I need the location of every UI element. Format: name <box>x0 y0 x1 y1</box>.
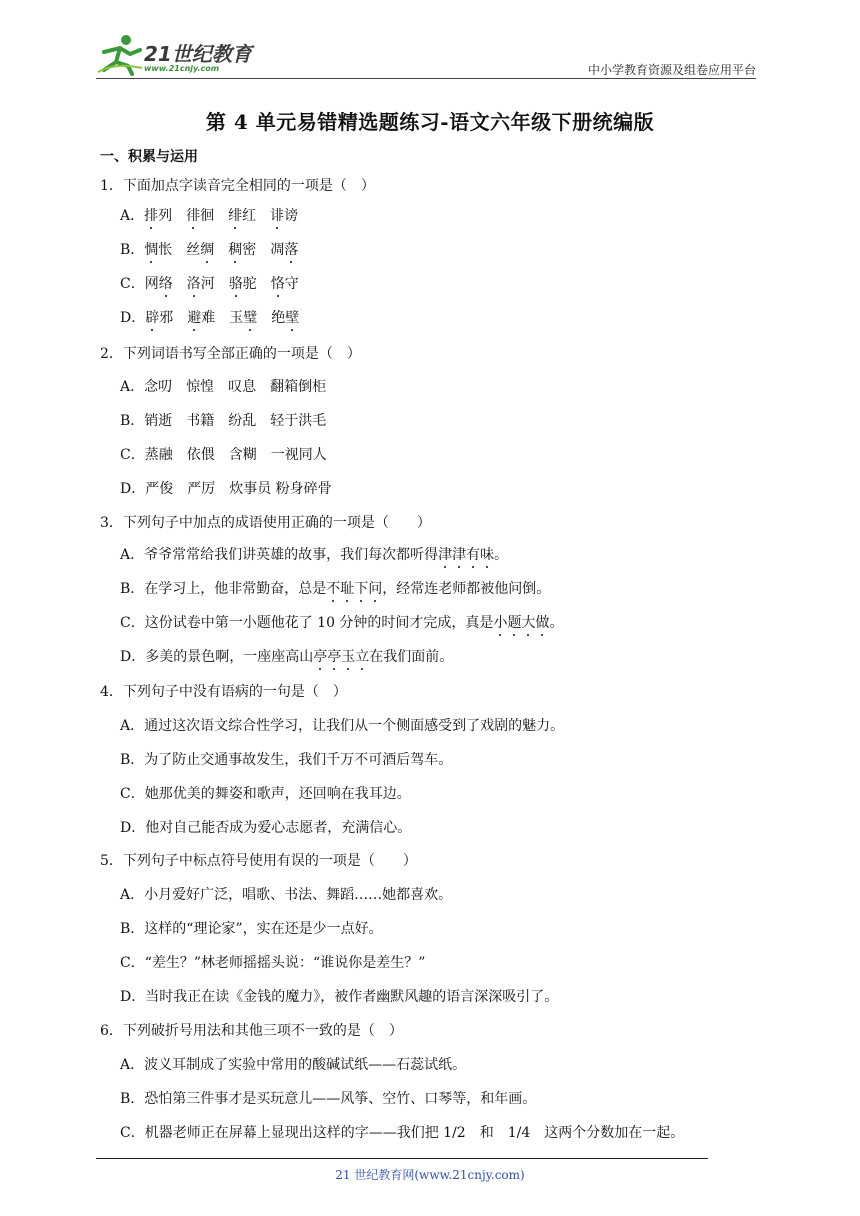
word <box>229 307 257 327</box>
word-char: 诽 <box>270 208 285 224</box>
option-letter: C． <box>120 447 145 463</box>
word <box>186 205 214 225</box>
word-char: 骆 <box>228 276 243 292</box>
dotted-char: 小 <box>493 615 508 631</box>
option-text: 通过这次语文综合性学习，让我们从一个侧面感受到了戏剧的魅力。 <box>144 718 565 734</box>
dotted-idiom <box>326 581 382 597</box>
option-letter: C． <box>120 955 145 971</box>
option-letter: B． <box>120 752 145 768</box>
dotted-char: 味 <box>480 547 495 563</box>
word <box>228 239 256 259</box>
dotted-char: 不 <box>326 581 341 597</box>
option-text: 这样的“理论家”，实在还是少一点好。 <box>144 921 383 937</box>
option-1d <box>120 307 313 327</box>
option-text: 蒸融 依偎 含糊 一视同人 <box>144 447 327 463</box>
option-words <box>144 208 312 224</box>
word-char: 网 <box>144 276 159 292</box>
word <box>270 239 298 259</box>
word-char: 玉 <box>229 310 244 326</box>
option-letter: D． <box>120 649 146 665</box>
word-char: 难 <box>201 310 216 326</box>
option-2c <box>120 444 327 464</box>
word-char: 河 <box>200 276 215 292</box>
option-text: 在学习上，他非常勤奋，总是 <box>144 581 327 597</box>
word <box>187 273 215 293</box>
option-text: 恐怕第三件事才是买玩意儿——风筝、空竹、口琴等，和年画。 <box>144 1091 537 1107</box>
word <box>145 273 173 293</box>
option-1c <box>120 273 313 293</box>
option-letter: B． <box>120 413 145 429</box>
option-1b <box>120 239 312 259</box>
word-char: 怅 <box>158 242 173 258</box>
option-3d <box>120 646 453 666</box>
header-divider <box>96 78 756 79</box>
option-text: 。 <box>549 615 564 631</box>
word-char: 惆 <box>144 242 159 258</box>
dotted-idiom <box>493 615 549 631</box>
question-stem: 6．下列破折号用法和其他三项不一致的是（ ） <box>100 1023 403 1039</box>
option-text: 机器老师正在屏幕上显现出这样的字——我们把 1/2 和 1/4 这两个分数加在一起。 <box>144 1125 685 1141</box>
question-stem: 5．下列句子中标点符号使用有误的一项是（ ） <box>100 853 417 869</box>
dotted-idiom <box>438 547 494 563</box>
option-words <box>145 310 313 326</box>
option-text: 严俊 严厉 炊事员 粉身碎骨 <box>145 481 332 497</box>
question-stem: 1．下面加点字读音完全相同的一项是（ ） <box>100 178 375 194</box>
option-4b <box>120 749 452 769</box>
dotted-char: 做 <box>535 615 550 631</box>
word-char: 洛 <box>186 276 201 292</box>
word-char: 谤 <box>284 208 299 224</box>
word-char: 稠 <box>228 242 243 258</box>
word <box>186 239 214 259</box>
option-4c <box>120 783 411 803</box>
word-char: 密 <box>242 242 257 258</box>
option-text: ，经常连老师都被他问倒。 <box>382 581 551 597</box>
option-3b <box>120 578 550 598</box>
option-text: 波义耳制成了实验中常用的酸碱试纸——石蕊试纸。 <box>144 1057 467 1073</box>
site-tagline: 中小学教育资源及组卷应用平台 <box>587 63 756 77</box>
option-2b <box>120 410 326 430</box>
word <box>144 205 172 225</box>
option-2d <box>120 478 332 498</box>
dotted-char: 有 <box>466 547 481 563</box>
word <box>187 307 215 327</box>
word <box>145 307 173 327</box>
option-letter: C． <box>120 786 145 802</box>
footer-divider <box>96 1158 708 1159</box>
word-char: 排 <box>144 208 159 224</box>
option-words <box>145 276 313 292</box>
word-char: 辟 <box>145 310 160 326</box>
word-char: 驼 <box>242 276 257 292</box>
logo-url: www.21cnjy.com <box>144 64 220 73</box>
option-letter: C． <box>120 615 145 631</box>
word <box>229 273 257 293</box>
option-text: 这份试卷中第一小题他花了 10 分钟的时间才完成，真是 <box>144 615 494 631</box>
option-text: 销逝 书籍 纷乱 轻于洪毛 <box>144 413 327 429</box>
option-5c <box>120 952 425 972</box>
option-3a <box>120 544 508 564</box>
option-5a <box>120 884 452 904</box>
word-char: 绸 <box>200 242 215 258</box>
dotted-char: 津 <box>438 547 453 563</box>
word-char: 邪 <box>159 310 174 326</box>
option-text: 爷爷常常给我们讲英雄的故事，我们每次都听得 <box>144 547 439 563</box>
option-letter: A． <box>120 208 145 224</box>
option-text: 。 <box>494 547 509 563</box>
dotted-char: 问 <box>368 581 383 597</box>
word <box>271 307 299 327</box>
option-6a <box>120 1054 466 1074</box>
option-4a <box>120 715 564 735</box>
option-6b <box>120 1088 536 1108</box>
page-title: 第 4 单元易错精选题练习-语文六年级下册统编版 <box>205 110 655 134</box>
dotted-char: 津 <box>452 547 467 563</box>
option-letter: A． <box>120 547 145 563</box>
word-char: 徘 <box>186 208 201 224</box>
option-text: “差生？”林老师摇摇头说：“谁说你是差生？” <box>144 955 426 971</box>
option-letter: D． <box>120 481 146 497</box>
option-text: 当时我正在读《金钱的魔力》，被作者幽默风趣的语言深深吸引了。 <box>145 989 559 1005</box>
site-logo <box>96 32 266 76</box>
option-5d <box>120 986 558 1006</box>
option-text: 多美的景色啊，一座座高山 <box>145 649 314 665</box>
option-6c <box>120 1122 684 1142</box>
word-char: 璧 <box>243 310 258 326</box>
dotted-char: 立 <box>355 649 370 665</box>
word <box>228 205 256 225</box>
option-letter: D． <box>120 310 146 326</box>
section-heading: 一、积累与运用 <box>100 149 198 165</box>
logo-text: 21世纪教育 <box>144 42 252 66</box>
option-text: 为了防止交通事故发生，我们千万不可酒后驾车。 <box>144 752 453 768</box>
word-char: 恪 <box>270 276 285 292</box>
option-letter: D． <box>120 989 146 1005</box>
option-3c <box>120 612 563 632</box>
dotted-char: 大 <box>521 615 536 631</box>
option-text: 小月爱好广泛，唱歌、书法、舞蹈……她都喜欢。 <box>144 887 453 903</box>
word-char: 壁 <box>285 310 300 326</box>
option-letter: A． <box>120 1057 145 1073</box>
option-letter: B． <box>120 242 145 258</box>
option-4d <box>120 817 411 837</box>
dotted-char: 题 <box>507 615 522 631</box>
option-letter: B． <box>120 1091 145 1107</box>
word <box>271 273 299 293</box>
word-char: 避 <box>187 310 202 326</box>
question-stem: 4．下列句子中没有语病的一句是（ ） <box>100 684 347 700</box>
option-letter: B． <box>120 921 145 937</box>
word-char: 凋 <box>270 242 285 258</box>
option-text: 她那优美的舞姿和歌声，还回响在我耳边。 <box>144 786 411 802</box>
option-5b <box>120 918 383 938</box>
word-char: 守 <box>284 276 299 292</box>
runner-logo-icon <box>96 32 146 76</box>
option-letter: A． <box>120 718 145 734</box>
page-footer: 21 世纪教育网(www.21cnjy.com) <box>335 1168 525 1182</box>
dotted-char: 玉 <box>341 649 356 665</box>
dotted-char: 下 <box>354 581 369 597</box>
option-1a <box>120 205 312 225</box>
dotted-idiom <box>313 649 369 665</box>
word-char: 络 <box>158 276 173 292</box>
question-stem: 3．下列句子中加点的成语使用正确的一项是（ ） <box>100 515 431 531</box>
word-char: 绯 <box>228 208 243 224</box>
question-stem: 2．下列词语书写全部正确的一项是（ ） <box>100 346 361 362</box>
option-letter: C． <box>120 1125 145 1141</box>
word-char: 落 <box>284 242 299 258</box>
option-letter: A． <box>120 379 145 395</box>
page-header <box>96 30 756 80</box>
option-text: 他对自己能否成为爱心志愿者，充满信心。 <box>145 820 412 836</box>
option-letter: C． <box>120 276 145 292</box>
option-2a <box>120 376 326 396</box>
option-text: 在我们面前。 <box>369 649 454 665</box>
word-char: 红 <box>242 208 257 224</box>
option-text: 念叨 惊惶 叹息 翻箱倒柜 <box>144 379 327 395</box>
dotted-char: 亭 <box>313 649 328 665</box>
word <box>144 239 172 259</box>
option-words <box>144 242 312 258</box>
dotted-char: 耻 <box>340 581 355 597</box>
option-letter: A． <box>120 887 145 903</box>
word-char: 绝 <box>271 310 286 326</box>
word-char: 丝 <box>186 242 201 258</box>
option-letter: B． <box>120 581 145 597</box>
word-char: 徊 <box>200 208 215 224</box>
dotted-char: 亭 <box>327 649 342 665</box>
word-char: 列 <box>158 208 173 224</box>
option-letter: D． <box>120 820 146 836</box>
word <box>270 205 298 225</box>
